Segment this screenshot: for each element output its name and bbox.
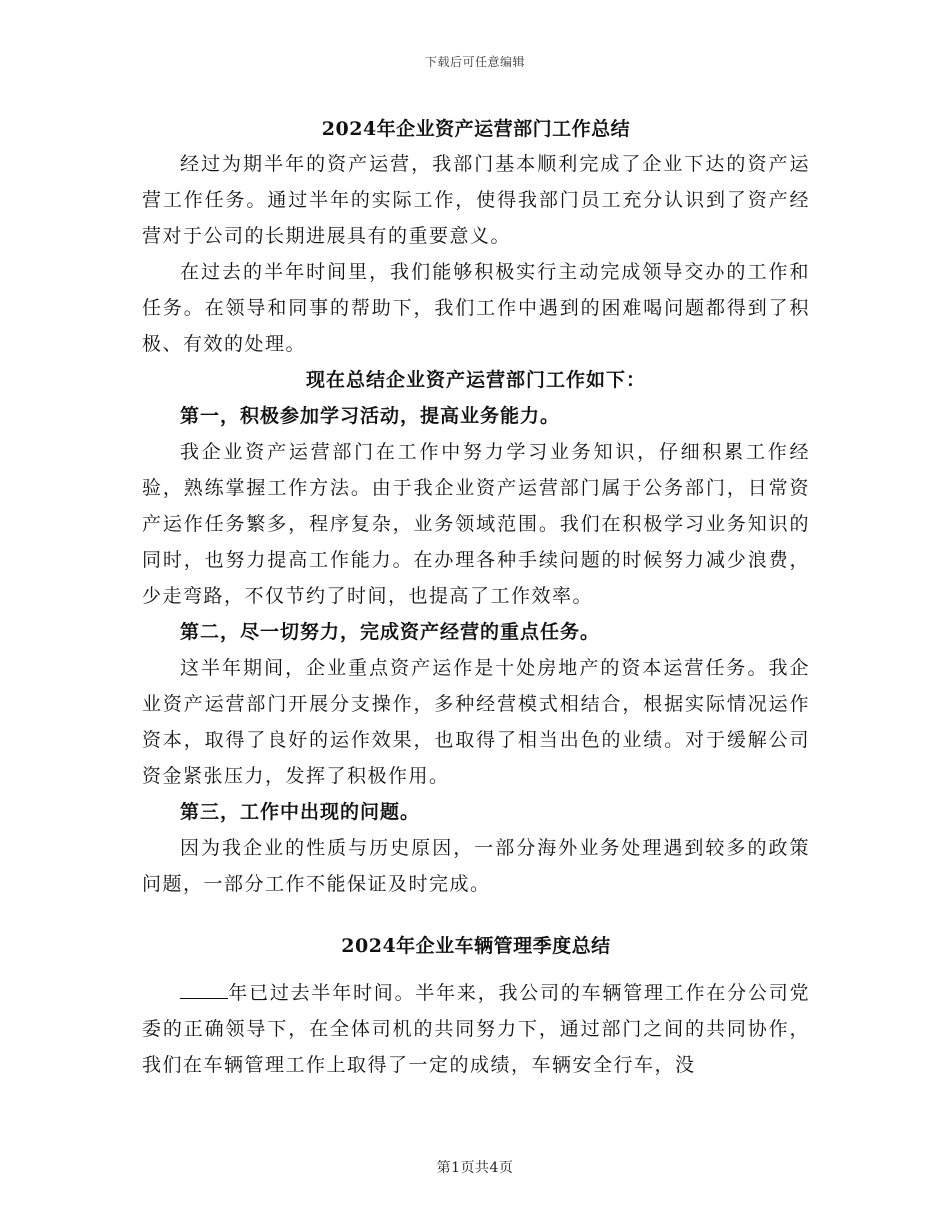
section-body-2: 这半年期间，企业重点资产运作是十处房地产的资本运营任务。我企业资产运营部门开展分支操作，多种经营模式相结合，根据实际情况运作资本，取得了良好的运作效果，也取得了相当出色的业绩。对于缓解公司资金紧张压力，发挥了积极作用。 xyxy=(142,657,810,787)
doc2-paragraph-text: 年已过去半年时间。半年来，我公司的车辆管理工作在分公司党委的正确领导下，在全体司机的共同努力下，通过部门之间的共同协作，我们在车辆管理工作上取得了一定的成绩，车辆安全行车，没 xyxy=(142,982,810,1076)
section-heading-3: 第三，工作中出现的问题。 xyxy=(180,801,421,823)
intro-paragraph-2: 在过去的半年时间里，我们能够积极实行主动完成领导交办的工作和任务。在领导和同事的帮助下，我们工作中遇到的困难喝问题都得到了积极、有效的处理。 xyxy=(142,261,810,355)
section-heading-2: 第二，尽一切努力，完成资产经营的重点任务。 xyxy=(180,621,601,643)
document-title-2: 2024年企业车辆管理季度总结 xyxy=(341,935,611,957)
page-footer: 第1页共4页 xyxy=(436,1160,514,1176)
document-body xyxy=(142,112,810,1083)
summary-heading: 现在总结企业资产运营部门工作如下： xyxy=(305,369,646,391)
document-title-1: 2024年企业资产运营部门工作总结 xyxy=(321,118,631,140)
doc2-paragraph-1 xyxy=(142,975,810,1083)
section-heading-1: 第一，积极参加学习活动，提高业务能力。 xyxy=(180,405,561,427)
header-note: 下载后可任意编辑 xyxy=(424,55,525,69)
intro-paragraph-1: 经过为期半年的资产运营，我部门基本顺利完成了企业下达的资产运营工作任务。通过半年的实际工作，使得我部门员工充分认识到了资产经营对于公司的长期进展具有的重要意义。 xyxy=(142,153,810,247)
section-body-3: 因为我企业的性质与历史原因，一部分海外业务处理遇到较多的政策问题，一部分工作不能保证及时完成。 xyxy=(142,837,810,895)
section-body-1: 我企业资产运营部门在工作中努力学习业务知识，仔细积累工作经验，熟练掌握工作方法。由于我企业资产运营部门属于公务部门，日常资产运作任务繁多，程序复杂，业务领域范围。我们在积极学习业务知识的同时，也努力提高工作能力。在办理各种手续问题的时候努力减少浪费，少走弯路，不仅节约了时间，也提高了工作效率。 xyxy=(142,441,810,607)
fill-in-blank xyxy=(180,980,228,999)
